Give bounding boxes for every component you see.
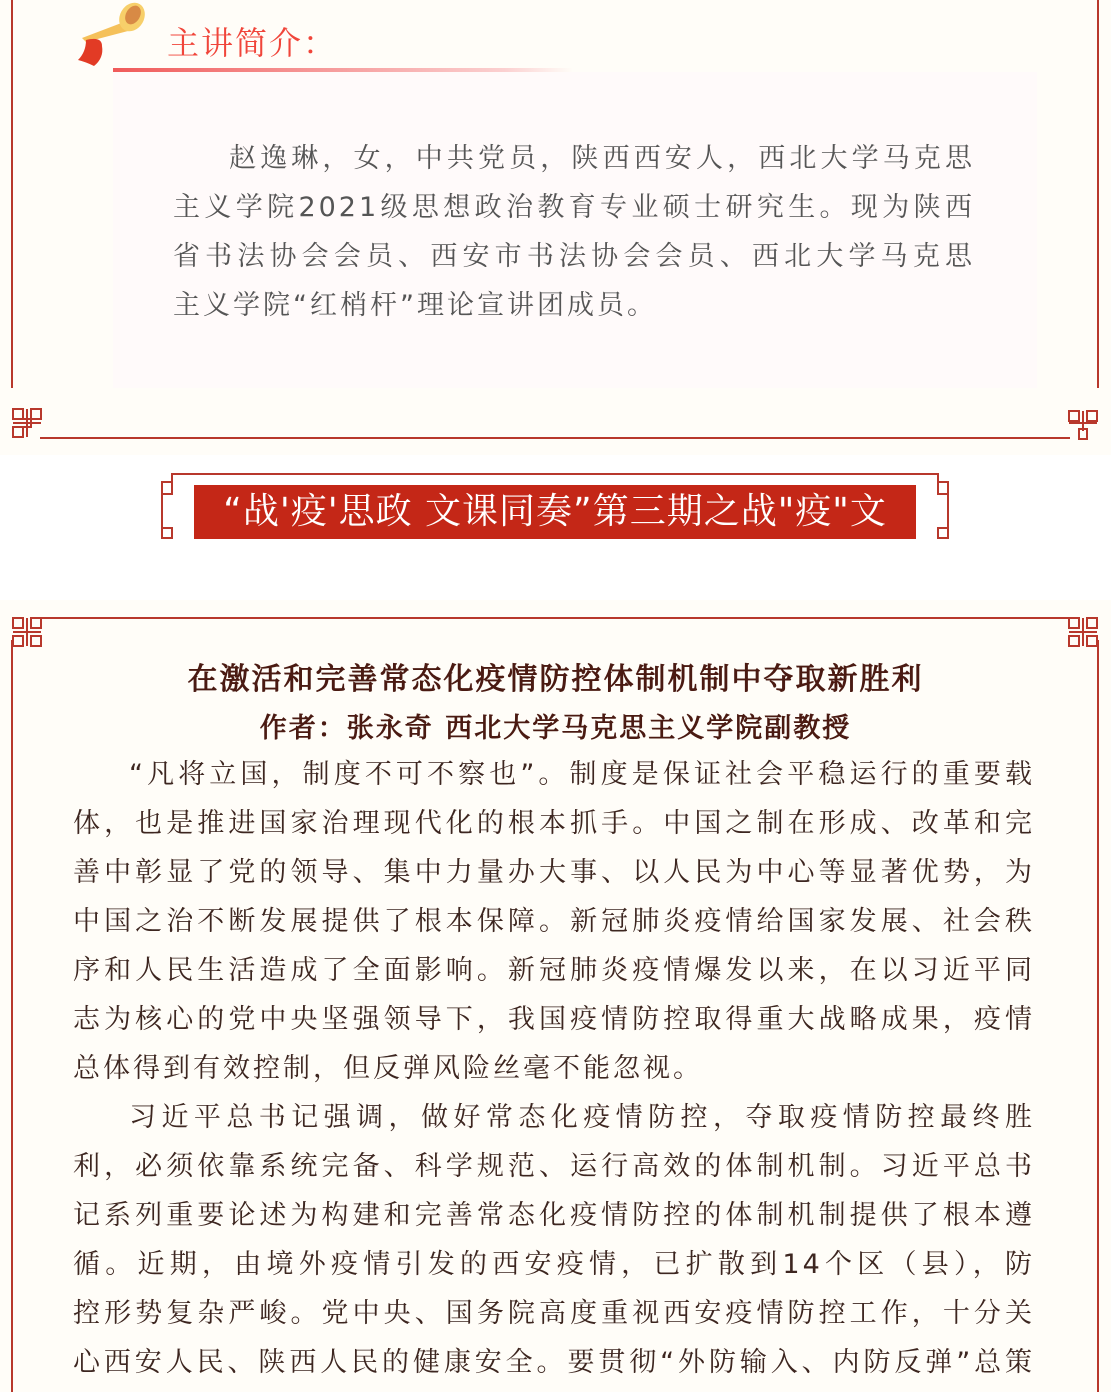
intro-heading: 主讲简介： xyxy=(167,24,338,62)
bio-line: 主义学院2021级思想政治教育专业硕士研究生。现为陕西 xyxy=(173,192,975,223)
bio-line: 赵逸琳，女，中共党员，陕西西安人，西北大学马克思 xyxy=(229,143,975,174)
corner-ornament-icon xyxy=(1067,616,1099,648)
paragraph xyxy=(73,750,1035,1093)
bio-line: 省书法协会会员、西安市书法协会会员、西北大学马克思 xyxy=(173,241,975,272)
frame-right-line xyxy=(1097,640,1099,1392)
text-line: 利，必须依靠系统完备、科学规范、运行高效的体制机制。习近平总书 xyxy=(73,1151,1035,1182)
text-line: 习近平总书记强调，做好常态化疫情防控，夺取疫情防控最终胜 xyxy=(129,1102,1035,1133)
text-line: 中国之治不断发展提供了根本保障。新冠肺炎疫情给国家发展、社会秩 xyxy=(73,906,1035,937)
text-line: 志为核心的党中央坚强领导下，我国疫情防控取得重大战略成果，疫情 xyxy=(73,1004,1035,1035)
text-line: “凡将立国，制度不可不察也”。制度是保证社会平稳运行的重要载 xyxy=(129,759,1035,790)
corner-ornament-icon xyxy=(11,407,43,439)
article-body xyxy=(73,750,1035,1387)
text-line: 控形势复杂严峻。党中央、国务院高度重视西安疫情防控工作，十分关 xyxy=(73,1298,1035,1329)
corner-ornament-icon xyxy=(11,616,43,648)
frame-left-line xyxy=(11,0,13,388)
frame-left-line xyxy=(11,640,13,1392)
paragraph xyxy=(73,1093,1035,1387)
frame-right-line xyxy=(1097,0,1099,388)
frame-bottom-line xyxy=(40,437,1070,439)
text-line: 体，也是推进国家治理现代化的根本抓手。中国之制在形成、改革和完 xyxy=(73,808,1035,839)
text-line: 记系列重要论述为构建和完善常态化疫情防控的体制机制提供了根本遵 xyxy=(73,1200,1035,1231)
bio-line: 主义学院“红梢杆”理论宣讲团成员。 xyxy=(173,290,657,321)
frame-top-line xyxy=(40,617,1070,619)
text-line: 善中彰显了党的领导、集中力量办大事、以人民为中心等显著优势，为 xyxy=(73,857,1035,888)
article-title: 在激活和完善常态化疫情防控体制机制中夺取新胜利 xyxy=(187,662,924,697)
text-line: 循。近期，由境外疫情引发的西安疫情，已扩散到14个区（县），防 xyxy=(73,1249,1035,1280)
text-line: 序和人民生活造成了全面影响。新冠肺炎疫情爆发以来，在以习近平同 xyxy=(73,955,1035,986)
article-author: 作者：张永奇 西北大学马克思主义学院副教授 xyxy=(259,713,852,744)
bio-text xyxy=(173,134,975,330)
trumpet-icon xyxy=(72,0,146,70)
text-line: 总体得到有效控制，但反弹风险丝毫不能忽视。 xyxy=(73,1053,703,1084)
banner-title: “战'疫'思政 文课同奏”第三期之战"疫"文 xyxy=(194,485,916,539)
text-line: 心西安人民、陕西人民的健康安全。要贯彻“外防输入、内防反弹”总策 xyxy=(73,1347,1035,1378)
corner-ornament-icon xyxy=(1067,409,1099,441)
